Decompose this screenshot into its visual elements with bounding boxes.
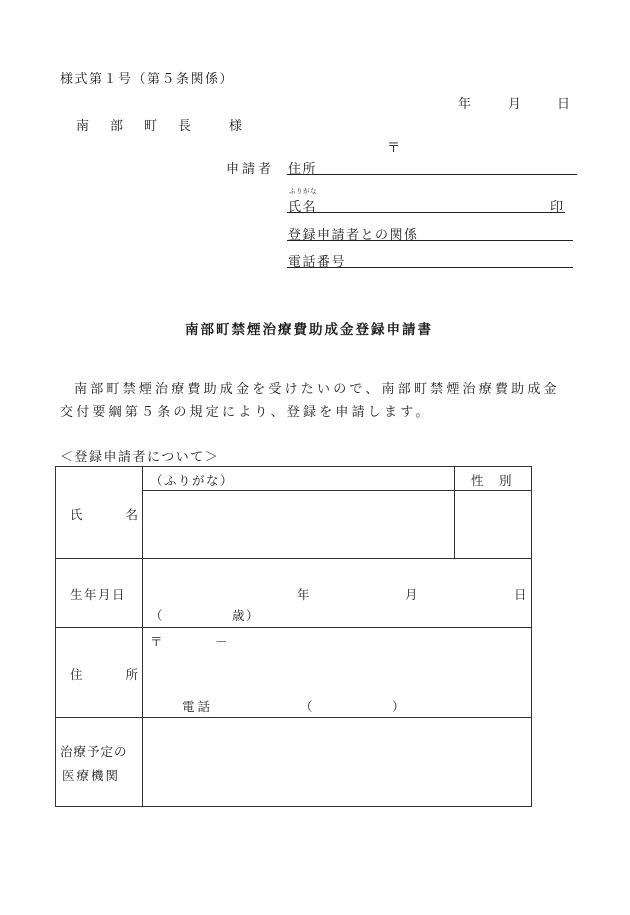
birth-date-input[interactable] — [143, 559, 531, 626]
applicant-address-label: 住所 — [288, 162, 318, 177]
address-phone-label: 電話 — [182, 699, 214, 714]
gender-header: 性 別 — [471, 473, 514, 488]
address-postal-mark: 〒 — [150, 634, 165, 649]
date-year-label: 年 — [458, 97, 473, 112]
phone-line[interactable] — [287, 267, 573, 268]
facility-input[interactable] — [143, 718, 531, 806]
name-input[interactable] — [143, 491, 453, 557]
form-number: 様式第１号（第５条関係） — [60, 72, 235, 87]
relation-label: 登録申請者との関係 — [288, 228, 419, 243]
address-phone-open-paren: （ — [300, 699, 315, 714]
applicant-name-label: 氏名 — [288, 200, 318, 215]
addressee: 南 部 町 長 様 — [76, 119, 247, 134]
age-open-paren: （ — [150, 608, 165, 623]
applicant-address-line[interactable] — [287, 174, 577, 175]
furigana-input[interactable] — [143, 467, 453, 489]
seal-label: 印 — [550, 200, 565, 215]
furigana-label: ふりがな — [289, 187, 317, 195]
name-row-label: 氏 名 — [70, 507, 145, 522]
age-label: 歳） — [232, 608, 261, 623]
applicant-label: 申請者 — [226, 162, 275, 177]
address-postal-dash: － — [215, 634, 230, 649]
applicant-name-line[interactable] — [287, 212, 565, 213]
furigana-header: （ふりがな） — [150, 473, 235, 488]
postal-mark: 〒 — [387, 141, 402, 156]
address-input[interactable] — [143, 628, 531, 716]
birth-row-label: 生年月日 — [70, 587, 127, 602]
relation-line[interactable] — [287, 240, 573, 241]
facility-row-label-line1: 治療予定の — [60, 744, 128, 759]
document-title: 南部町禁煙治療費助成金登録申請書 — [185, 322, 433, 338]
section-heading: ＜登録申請者について＞ — [60, 450, 220, 465]
gender-input[interactable] — [455, 491, 531, 557]
date-month-label: 月 — [508, 97, 523, 112]
date-day-label: 日 — [557, 97, 572, 112]
body-line-1: 南部町禁煙治療費助成金を受けたいので、南部町禁煙治療費助成金 — [74, 382, 560, 397]
body-line-2: 交付要綱第５条の規定により、登録を申請します。 — [60, 405, 432, 420]
facility-row-label-line2: 医療機関 — [62, 768, 121, 783]
birth-month-label: 月 — [405, 587, 420, 602]
address-phone-close-paren: ） — [392, 699, 407, 714]
birth-year-label: 年 — [297, 587, 312, 602]
phone-label: 電話番号 — [288, 255, 347, 270]
address-row-label: 住 所 — [70, 667, 145, 682]
birth-day-label: 日 — [514, 587, 529, 602]
